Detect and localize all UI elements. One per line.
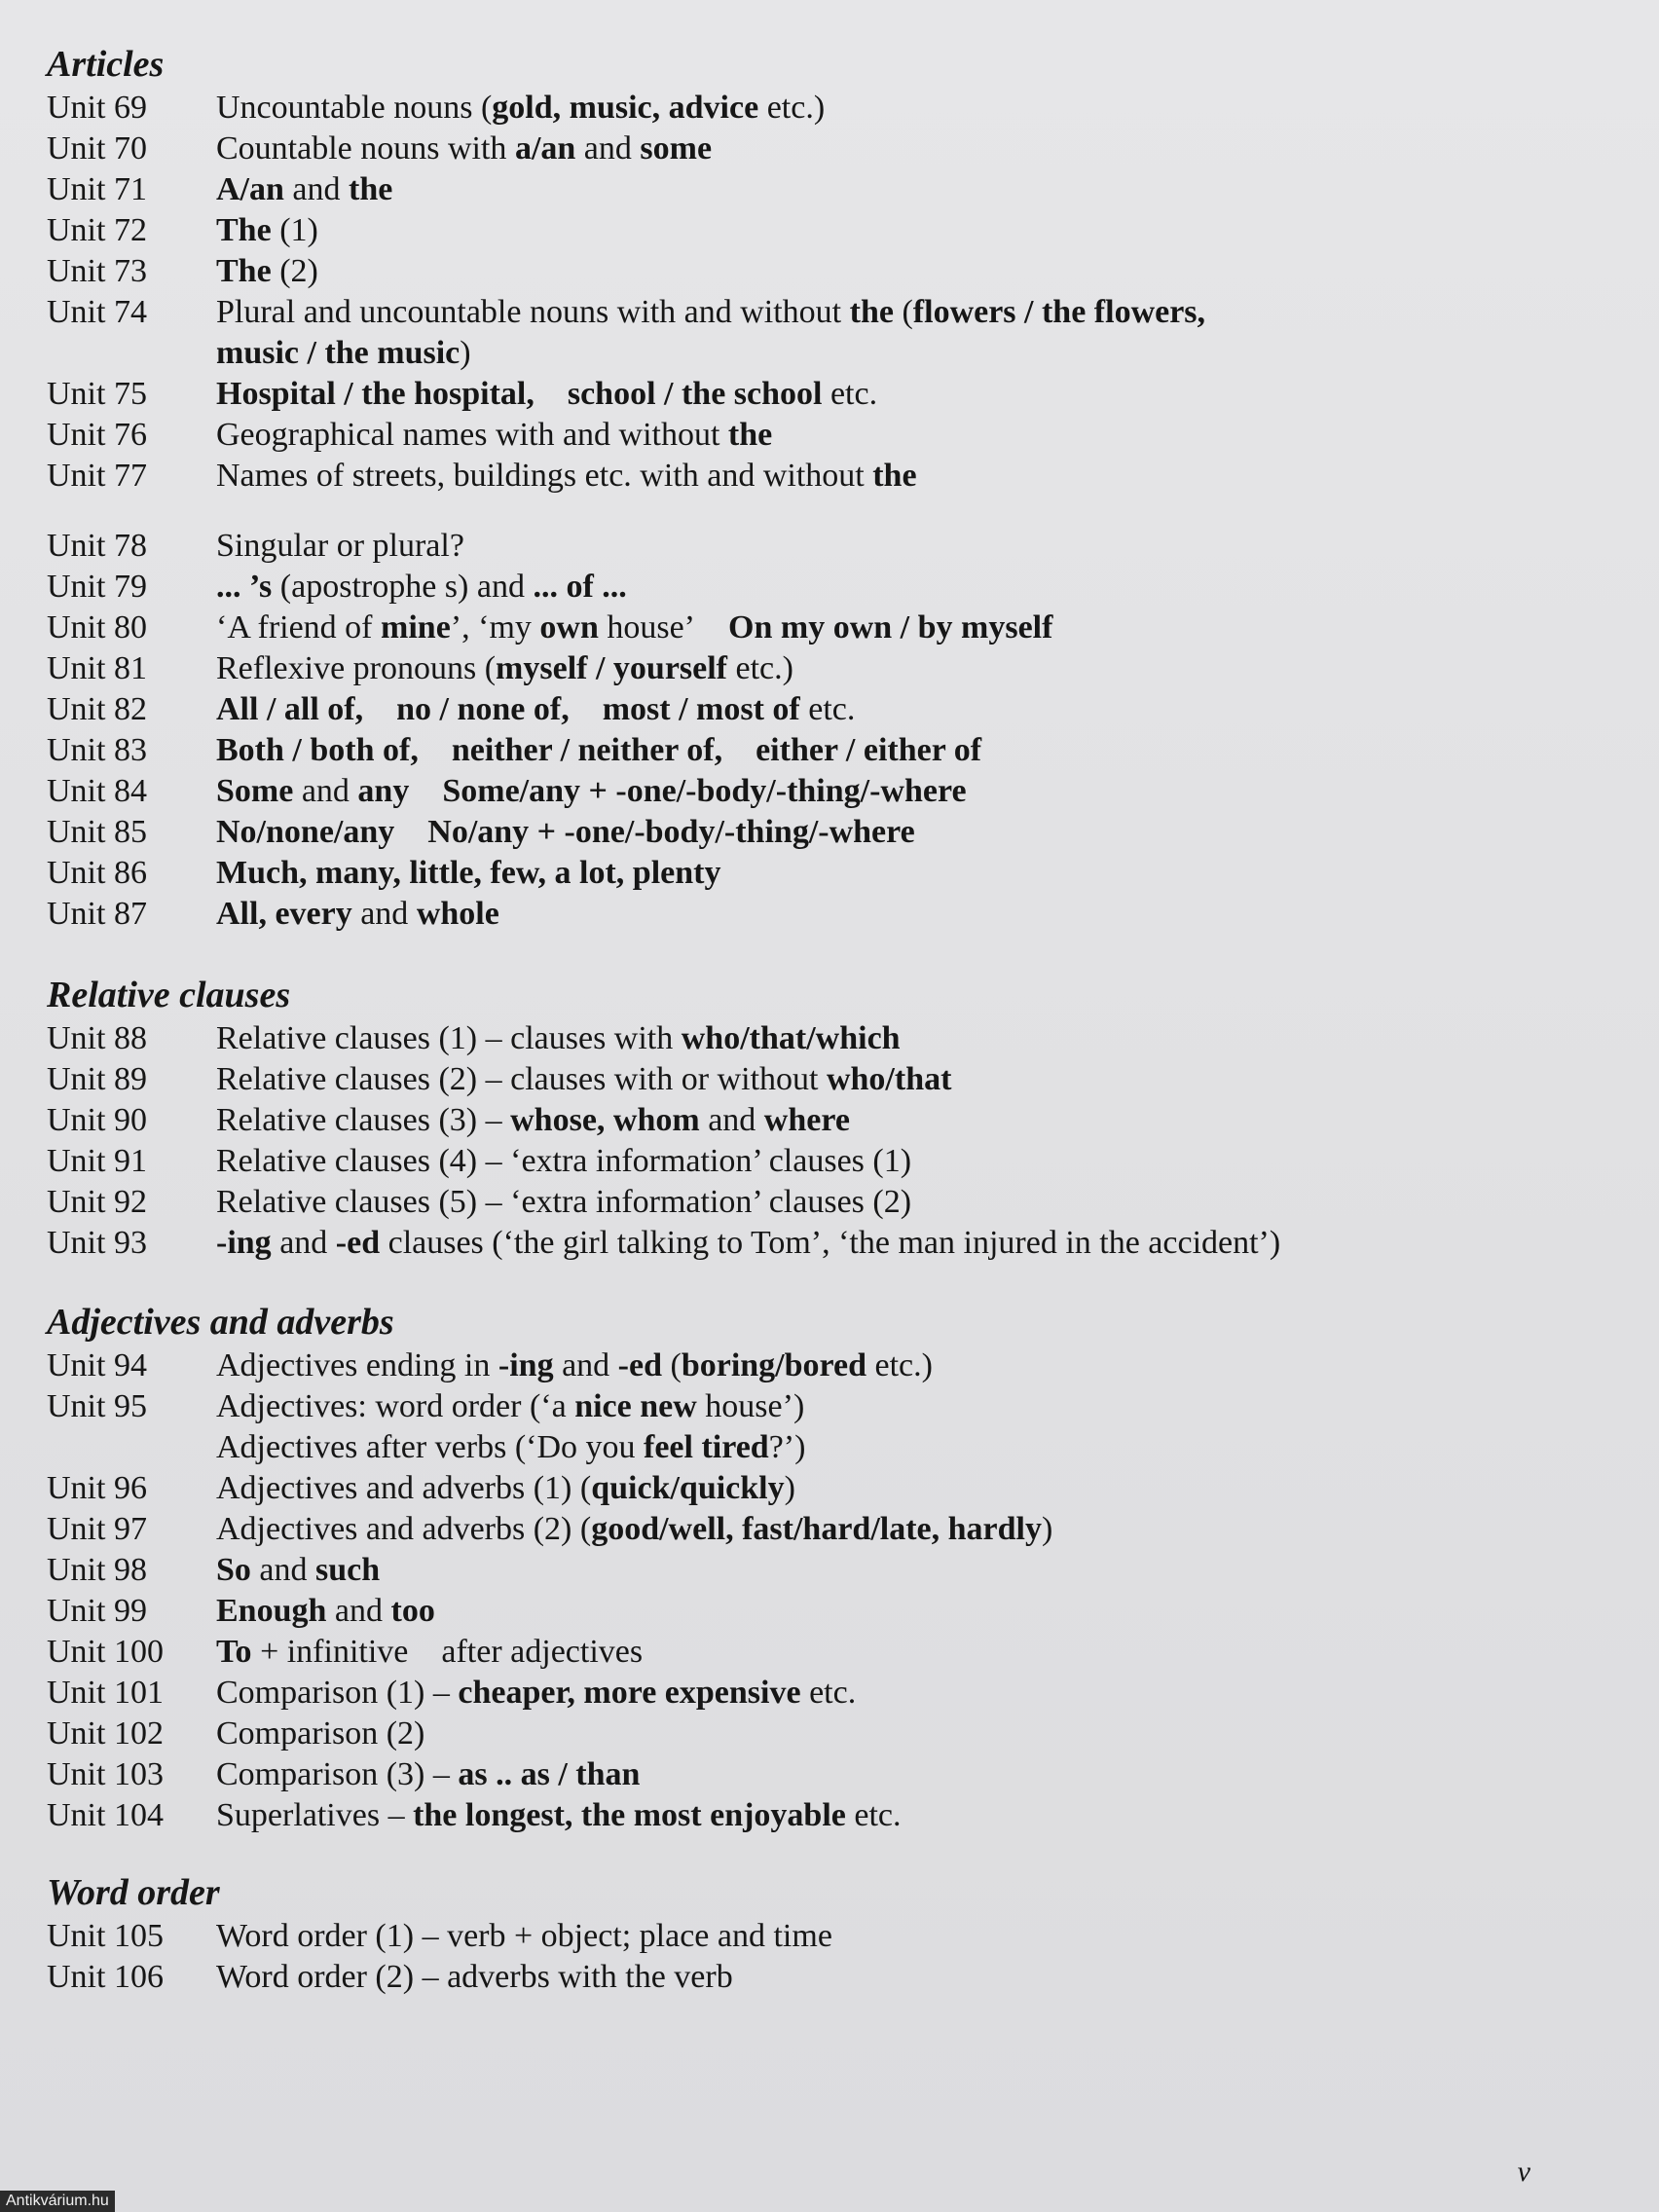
unit-title: Adjectives after verbs (‘Do you feel tired?’) bbox=[216, 1429, 806, 1465]
unit-title-continuation bbox=[47, 1427, 1566, 1468]
unit-title: No/none/any No/any + -one/-body/-thing/-where bbox=[216, 814, 915, 850]
unit-title: Relative clauses (1) – clauses with who/that/which bbox=[216, 1020, 901, 1056]
unit-row bbox=[47, 1795, 1566, 1836]
unit-title: Enough and too bbox=[216, 1593, 435, 1629]
unit-title: Plural and uncountable nouns with and without the (flowers / the flowers, bbox=[216, 294, 1206, 330]
unit-number: Unit 105 bbox=[47, 1918, 164, 1954]
section-pronouns-determiners bbox=[47, 526, 1566, 935]
unit-title: Both / both of, neither / neither of, either / either of bbox=[216, 732, 982, 768]
unit-row bbox=[47, 210, 1566, 251]
unit-row bbox=[47, 129, 1566, 169]
unit-title: Word order (1) – verb + object; place and time bbox=[216, 1918, 832, 1954]
unit-row bbox=[47, 88, 1566, 129]
unit-row bbox=[47, 894, 1566, 935]
unit-number: Unit 93 bbox=[47, 1225, 147, 1261]
unit-row bbox=[47, 689, 1566, 730]
unit-title: Adjectives ending in -ing and -ed (boring/bored etc.) bbox=[216, 1347, 933, 1383]
unit-row bbox=[47, 1100, 1566, 1141]
unit-title: All, every and whole bbox=[216, 896, 499, 932]
unit-title: Geographical names with and without the bbox=[216, 417, 773, 453]
section-heading: Articles bbox=[47, 44, 165, 85]
unit-row bbox=[47, 1018, 1566, 1059]
unit-row bbox=[47, 251, 1566, 292]
unit-number: Unit 85 bbox=[47, 814, 147, 850]
unit-number: Unit 91 bbox=[47, 1143, 147, 1179]
section-heading: Adjectives and adverbs bbox=[47, 1302, 394, 1343]
unit-title: A/an and the bbox=[216, 171, 393, 207]
section-heading: Relative clauses bbox=[47, 975, 291, 1015]
unit-number: Unit 77 bbox=[47, 458, 147, 494]
unit-title: The (1) bbox=[216, 212, 318, 248]
unit-row bbox=[47, 567, 1566, 608]
unit-row bbox=[47, 648, 1566, 689]
unit-number: Unit 69 bbox=[47, 90, 147, 126]
unit-row bbox=[47, 1632, 1566, 1673]
unit-row bbox=[47, 1141, 1566, 1182]
unit-row bbox=[47, 415, 1566, 456]
unit-row bbox=[47, 526, 1566, 567]
unit-row bbox=[47, 1059, 1566, 1100]
unit-title: Relative clauses (3) – whose, whom and where bbox=[216, 1102, 850, 1138]
unit-number: Unit 88 bbox=[47, 1020, 147, 1056]
unit-title: To + infinitive after adjectives bbox=[216, 1634, 644, 1670]
section-adjectives-adverbs bbox=[47, 1301, 1566, 1836]
unit-title: All / all of, no / none of, most / most of etc. bbox=[216, 691, 856, 727]
unit-number: Unit 86 bbox=[47, 855, 147, 891]
unit-number: Unit 76 bbox=[47, 417, 147, 453]
unit-number: Unit 81 bbox=[47, 650, 147, 686]
unit-number: Unit 78 bbox=[47, 528, 147, 564]
unit-row bbox=[47, 1182, 1566, 1223]
unit-title: music / the music) bbox=[216, 335, 471, 371]
unit-number: Unit 99 bbox=[47, 1593, 147, 1629]
unit-row bbox=[47, 771, 1566, 812]
section-word-order bbox=[47, 1871, 1566, 1998]
unit-row bbox=[47, 292, 1566, 333]
unit-title: Uncountable nouns (gold, music, advice etc.) bbox=[216, 90, 826, 126]
unit-title: Countable nouns with a/an and some bbox=[216, 130, 713, 166]
unit-number: Unit 87 bbox=[47, 896, 147, 932]
unit-row bbox=[47, 812, 1566, 853]
unit-number: Unit 89 bbox=[47, 1061, 147, 1097]
page-number: v bbox=[1517, 2156, 1530, 2188]
unit-row bbox=[47, 730, 1566, 771]
watermark: Antikvárium.hu bbox=[0, 2191, 115, 2212]
unit-number: Unit 106 bbox=[47, 1959, 164, 1995]
unit-number: Unit 96 bbox=[47, 1470, 147, 1506]
unit-title: Much, many, little, few, a lot, plenty bbox=[216, 855, 721, 891]
unit-number: Unit 73 bbox=[47, 253, 147, 289]
unit-title: ‘A friend of mine’, ‘my own house’ On my own / by myself bbox=[216, 609, 1053, 645]
unit-title: Names of streets, buildings etc. with and without the bbox=[216, 458, 917, 494]
unit-row bbox=[47, 169, 1566, 210]
unit-row bbox=[47, 1468, 1566, 1509]
unit-number: Unit 75 bbox=[47, 376, 147, 412]
unit-title: Adjectives and adverbs (2) (good/well, fast/hard/late, hardly) bbox=[216, 1511, 1053, 1547]
unit-number: Unit 97 bbox=[47, 1511, 147, 1547]
unit-row bbox=[47, 1916, 1566, 1957]
unit-number: Unit 100 bbox=[47, 1634, 164, 1670]
unit-title: Relative clauses (2) – clauses with or without who/that bbox=[216, 1061, 952, 1097]
unit-number: Unit 74 bbox=[47, 294, 147, 330]
unit-row bbox=[47, 1714, 1566, 1754]
unit-title-continuation bbox=[47, 333, 1566, 374]
unit-title: Word order (2) – adverbs with the verb bbox=[216, 1959, 733, 1995]
unit-number: Unit 92 bbox=[47, 1184, 147, 1220]
unit-number: Unit 72 bbox=[47, 212, 147, 248]
unit-number: Unit 104 bbox=[47, 1797, 164, 1833]
unit-row bbox=[47, 608, 1566, 648]
unit-row bbox=[47, 1957, 1566, 1998]
unit-number: Unit 83 bbox=[47, 732, 147, 768]
unit-title: Superlatives – the longest, the most enjoyable etc. bbox=[216, 1797, 902, 1833]
unit-row bbox=[47, 456, 1566, 497]
unit-title: Relative clauses (5) – ‘extra information’ clauses (2) bbox=[216, 1184, 912, 1220]
section-heading: Word order bbox=[47, 1872, 220, 1913]
unit-number: Unit 103 bbox=[47, 1756, 164, 1792]
unit-number: Unit 90 bbox=[47, 1102, 147, 1138]
unit-title: Reflexive pronouns (myself / yourself etc.) bbox=[216, 650, 793, 686]
unit-title: Comparison (2) bbox=[216, 1715, 425, 1751]
section-relative-clauses bbox=[47, 974, 1566, 1264]
unit-title: Adjectives and adverbs (1) (quick/quickly) bbox=[216, 1470, 795, 1506]
unit-row bbox=[47, 1346, 1566, 1386]
unit-row bbox=[47, 853, 1566, 894]
unit-title: Adjectives: word order (‘a nice new house’) bbox=[216, 1388, 805, 1424]
unit-title: -ing and -ed clauses (‘the girl talking to Tom’, ‘the man injured in the accident’) bbox=[216, 1225, 1281, 1261]
unit-number: Unit 70 bbox=[47, 130, 147, 166]
unit-row bbox=[47, 1591, 1566, 1632]
unit-title: Comparison (1) – cheaper, more expensive etc. bbox=[216, 1675, 857, 1711]
unit-number: Unit 80 bbox=[47, 609, 147, 645]
unit-row bbox=[47, 1550, 1566, 1591]
unit-row bbox=[47, 1509, 1566, 1550]
unit-number: Unit 84 bbox=[47, 773, 147, 809]
unit-row bbox=[47, 1386, 1566, 1427]
unit-number: Unit 101 bbox=[47, 1675, 164, 1711]
unit-row bbox=[47, 1754, 1566, 1795]
unit-number: Unit 94 bbox=[47, 1347, 147, 1383]
unit-title: Comparison (3) – as .. as / than bbox=[216, 1756, 641, 1792]
unit-number: Unit 79 bbox=[47, 569, 147, 605]
unit-title: Singular or plural? bbox=[216, 528, 464, 564]
unit-row bbox=[47, 1223, 1566, 1264]
unit-title: ... ’s (apostrophe s) and ... of ... bbox=[216, 569, 627, 605]
unit-number: Unit 98 bbox=[47, 1552, 147, 1588]
unit-title: Relative clauses (4) – ‘extra information’ clauses (1) bbox=[216, 1143, 912, 1179]
unit-row bbox=[47, 1673, 1566, 1714]
unit-number: Unit 71 bbox=[47, 171, 147, 207]
unit-number: Unit 82 bbox=[47, 691, 147, 727]
unit-title: Hospital / the hospital, school / the school etc. bbox=[216, 376, 878, 412]
unit-number: Unit 95 bbox=[47, 1388, 147, 1424]
unit-row bbox=[47, 374, 1566, 415]
unit-number: Unit 102 bbox=[47, 1715, 164, 1751]
unit-title: Some and any Some/any + -one/-body/-thing/-where bbox=[216, 773, 967, 809]
section-articles bbox=[47, 43, 1566, 497]
unit-title: The (2) bbox=[216, 253, 318, 289]
unit-title: So and such bbox=[216, 1552, 381, 1588]
